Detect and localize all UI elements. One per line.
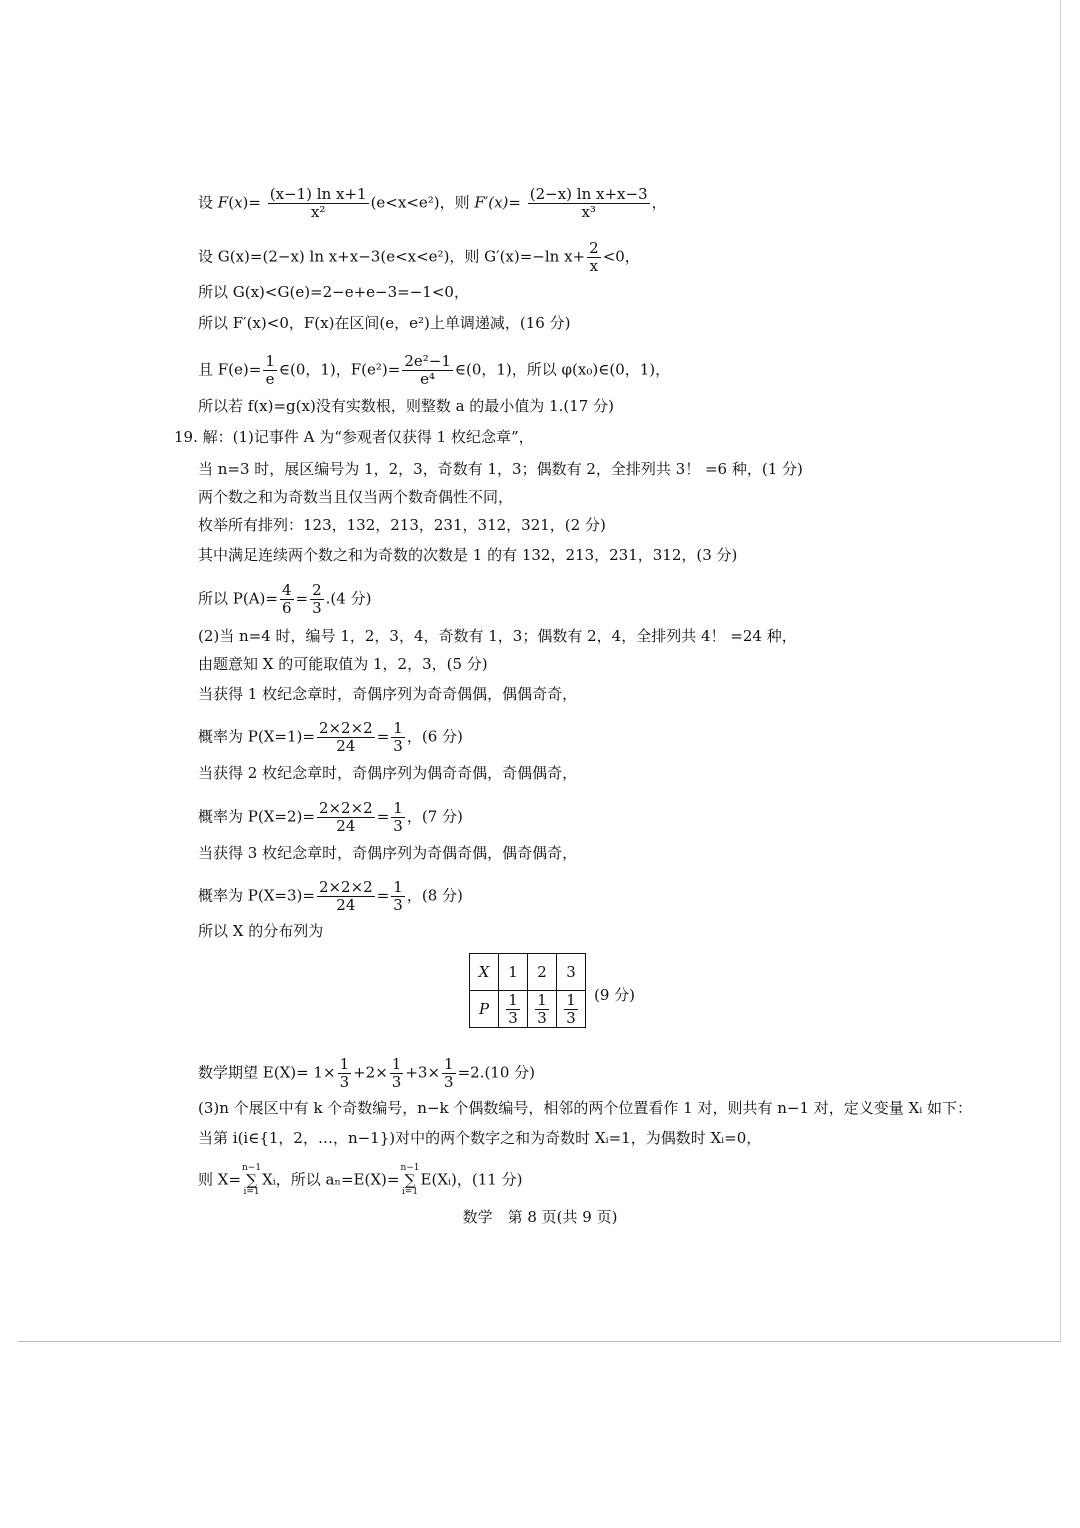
- line-P-X1: 概率为 P(X=1)= $\frac{2\times 2\times 2}{24}$ = $\frac{1}{3}$ ，(6 分): [198, 719, 463, 755]
- fraction: $\frac{1}{3}$: [393, 719, 403, 755]
- line-part3-intro: (3)n 个展区中有 k 个奇数编号，n−k 个偶数编号，相邻的两个位置看作 1 对，则共有 n−1 对，定义变量 Xᵢ 如下：: [198, 1099, 973, 1117]
- page-edge-bottom: [18, 1341, 1061, 1342]
- table-cell: 1: [499, 954, 528, 991]
- line-conclusion-18: 所以若 f(x)=g(x)没有实数根，则整数 a 的最小值为 1.(17 分): [198, 397, 614, 415]
- fraction: $\frac{2}{x}$: [589, 239, 599, 275]
- table-cell: P: [470, 991, 499, 1028]
- fraction: $\frac{1}{e}$: [265, 352, 275, 388]
- page-footer: 数学 第 8 页(共 9 页): [462, 1208, 618, 1226]
- fraction: $\frac{2\times 2\times 2}{24}$: [318, 799, 373, 835]
- line-case-2: 当获得 2 枚纪念章时，奇偶序列为偶奇奇偶，奇偶偶奇，: [198, 764, 578, 782]
- line-distribution-intro: 所以 X 的分布列为: [198, 922, 324, 940]
- line-G-bound: 所以 G(x)<G(e)=2−e+e−3=−1<0，: [198, 283, 469, 301]
- summation: n−1 ∑ i=1: [242, 1163, 262, 1197]
- line-F-values: 且 F(e)= $\frac{1}{e}$ ∈(0，1)，F(e²)= $\frac{\text{2e²−1}}{\text{e⁴}}$ ∈(0，1)，所以 φ(x₀)∈(0，1)，: [198, 352, 671, 388]
- fraction: $\frac{1}{3}$: [393, 799, 403, 835]
- line-enumeration: 枚举所有排列：123，132，213，231，312，321，(2 分): [198, 516, 606, 534]
- line-F-decreasing: 所以 F′(x)<0，F(x)在区间(e，e²)上单调递减，(16 分): [198, 314, 571, 332]
- fraction: $\frac{4}{6}$: [281, 581, 292, 617]
- table-score: (9 分): [594, 986, 636, 1004]
- summation: n−1 ∑ i=1: [400, 1163, 420, 1197]
- line-F-definition: 设 F(x)= $\frac{\text{(x−1) ln x+1}}{\text{x²}}$ (e<x<e²)，则 F′(x)= $\frac{\text{(2−x) ln x+x−3}}{\text{x³}}$ ，: [198, 185, 667, 221]
- fraction: $\frac{\text{(2−x) ln x+x−3}}{\text{x³}}$: [529, 185, 648, 221]
- line-G-definition: 设 G(x)=(2−x) ln x+x−3(e<x<e²)，则 G′(x)=−ln x+ $\frac{2}{x}$ <0，: [198, 239, 640, 275]
- fraction: $\frac{\text{(x−1) ln x+1}}{\text{x²}}$: [269, 185, 367, 221]
- line-case-3: 当获得 3 枚纪念章时，奇偶序列为奇偶奇偶，偶奇偶奇，: [198, 844, 578, 862]
- table-cell: 2: [528, 954, 557, 991]
- table-cell: $\frac{1}{3}$: [528, 991, 557, 1028]
- line-parity-rule: 两个数之和为奇数当且仅当两个数奇偶性不同，: [198, 488, 514, 506]
- line-part2-intro: (2)当 n=4 时，编号 1，2，3，4，奇数有 1，3；偶数有 2，4，全排列共 4！ =24 种，: [198, 627, 797, 645]
- fraction: $\frac{1}{3}$: [393, 878, 403, 914]
- fraction: $\frac{2\times 2\times 2}{24}$: [318, 878, 373, 914]
- line-sum-expectation: 则 X= n−1 ∑ i=1 Xᵢ，所以 aₙ=E(X)= n−1 ∑ i=1 E(Xᵢ)，(11 分): [198, 1163, 523, 1197]
- fraction: $\frac{1}{3}$: [391, 1055, 402, 1091]
- line-indicator-def: 当第 i(i∈{1，2，…，n−1})对中的两个数字之和为奇数时 Xᵢ=1，为偶数时 Xᵢ=0，: [198, 1129, 762, 1147]
- line-case-1: 当获得 1 枚纪念章时，奇偶序列为奇奇偶偶，偶偶奇奇，: [198, 685, 578, 703]
- table-cell: $\frac{1}{3}$: [557, 991, 586, 1028]
- fraction: $\frac{2}{3}$: [312, 581, 322, 617]
- fraction: $\frac{1}{3}$: [339, 1055, 350, 1091]
- line-P-X3: 概率为 P(X=3)= $\frac{2\times 2\times 2}{24}$ = $\frac{1}{3}$ ，(8 分): [198, 878, 463, 914]
- line-X-values: 由题意知 X 的可能取值为 1，2，3，(5 分): [198, 655, 488, 673]
- fraction: $\frac{\text{2e²−1}}{\text{e⁴}}$: [404, 352, 451, 388]
- fraction: $\frac{2\times 2\times 2}{24}$: [318, 719, 373, 755]
- line-P-X2: 概率为 P(X=2)= $\frac{2\times 2\times 2}{24}$ = $\frac{1}{3}$ ，(7 分): [198, 799, 463, 835]
- line-PA: 所以 P(A)= $\frac{4}{6}$ = $\frac{2}{3}$ .(4 分): [198, 581, 372, 617]
- distribution-table: [469, 953, 586, 1028]
- line-satisfying: 其中满足连续两个数之和为奇数的次数是 1 的有 132，213，231，312，(3 分): [198, 546, 738, 564]
- line-expectation: 数学期望 E(X)= 1× $\frac{1}{3}$ +2× $\frac{1}{3}$ +3× $\frac{1}{3}$ =2.(10 分): [198, 1055, 536, 1091]
- fraction: $\frac{1}{3}$: [444, 1055, 454, 1091]
- page-edge-right: [1060, 0, 1061, 1342]
- table-cell: 3: [557, 954, 586, 991]
- table-row: [470, 991, 586, 1028]
- line-n3-case: 当 n=3 时，展区编号为 1，2，3，奇数有 1，3；偶数有 2，全排列共 3！ =6 种，(1 分): [198, 460, 803, 478]
- table-cell: $\frac{1}{3}$: [499, 991, 528, 1028]
- table-row: [470, 954, 586, 991]
- table-cell: X: [470, 954, 499, 991]
- question-19-heading: 19. 解：(1)记事件 A 为“参观者仅获得 1 枚纪念章”，: [174, 428, 534, 446]
